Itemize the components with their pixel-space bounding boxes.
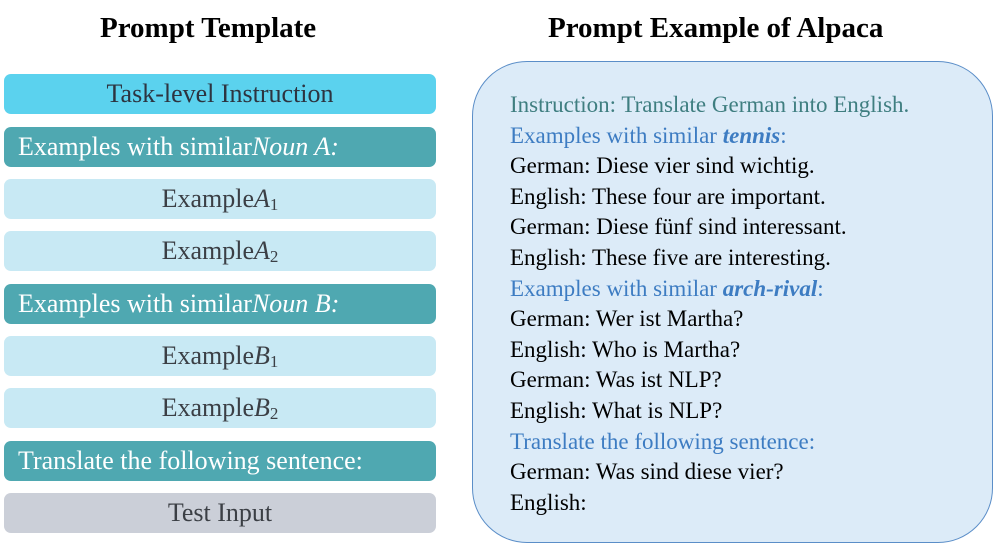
example-a1-label: Example: [161, 184, 255, 213]
english-line: [510, 396, 909, 427]
noun-a-header-block: [4, 127, 436, 167]
noun-a-colon: :: [330, 132, 339, 161]
line-text: German: Diese fünf sind interessant.: [510, 214, 847, 240]
noun-b-label: Noun B: [251, 289, 331, 318]
example-b2-block: [4, 388, 436, 428]
example-a2-block: [4, 231, 436, 271]
test-input-label: Test Input: [167, 498, 273, 527]
task-instruction-block: [4, 74, 436, 114]
noun-b-header-prefix: Examples with similar: [18, 289, 252, 318]
noun-b-header-block: [4, 284, 436, 324]
line-text: English: These four are important.: [510, 183, 826, 209]
translate-header-label: Translate the following sentence:: [18, 446, 363, 475]
example-b1-label: Example: [161, 341, 255, 370]
similar-prefix: Examples with similar: [510, 275, 723, 301]
line-text: English: What is NLP?: [510, 397, 723, 423]
line-text: German: Was ist NLP?: [510, 367, 722, 393]
similar-tennis-line: [510, 121, 909, 152]
test-input-block: [4, 493, 436, 533]
german-test-line: [510, 457, 909, 488]
line-text: German: Was sind diese vier?: [510, 459, 784, 485]
english-line: [510, 335, 909, 366]
instruction-text: Instruction: Translate German into English.: [510, 92, 910, 117]
example-a2-var: A: [254, 236, 270, 265]
english-line: [510, 243, 909, 274]
line-text: English: These five are interesting.: [510, 244, 831, 270]
example-a1-sub: 1: [269, 195, 279, 214]
example-b1-block: [4, 336, 436, 376]
example-a2-label: Example: [161, 236, 255, 265]
noun-b-colon: :: [330, 289, 340, 318]
example-b2-sub: 2: [269, 404, 279, 423]
german-line: [510, 304, 909, 335]
english-output-line: [510, 488, 909, 519]
example-b2-var: B: [254, 393, 270, 422]
similar-colon: :: [780, 122, 787, 148]
example-a1-block: [4, 179, 436, 219]
example-a1-var: A: [254, 184, 270, 213]
german-line: [510, 365, 909, 396]
keyword-tennis: tennis: [722, 122, 781, 148]
example-b1-sub: 1: [269, 352, 279, 371]
line-text: German: Wer ist Martha?: [510, 306, 744, 332]
similar-colon: :: [817, 275, 824, 301]
example-b2-label: Example: [161, 393, 255, 422]
line-text: English: Who is Martha?: [510, 336, 741, 362]
similar-prefix: Examples with similar: [510, 122, 723, 148]
example-lines: [510, 90, 909, 518]
english-line: [510, 182, 909, 213]
line-text: English:: [510, 489, 587, 515]
example-b1-var: B: [254, 341, 270, 370]
task-instruction-label: Task-level Instruction: [106, 79, 334, 108]
german-line: [510, 212, 909, 243]
similar-arch-rival-line: [510, 274, 909, 305]
line-text: German: Diese vier sind wichtig.: [510, 153, 815, 179]
prompt-example-title: Prompt Example of Alpaca: [548, 12, 884, 44]
example-a2-sub: 2: [269, 247, 279, 266]
translate-line: [510, 427, 909, 458]
line-text: Translate the following sentence:: [510, 428, 816, 454]
noun-a-label: Noun A: [251, 132, 331, 161]
translate-header-block: [4, 441, 436, 481]
alpaca-example-panel: [472, 61, 993, 543]
german-line: [510, 151, 909, 182]
noun-a-header-prefix: Examples with similar: [18, 132, 252, 161]
prompt-template-title: Prompt Template: [100, 12, 317, 44]
instruction-line: [510, 90, 909, 121]
keyword-arch-rival: arch-rival: [722, 275, 818, 301]
